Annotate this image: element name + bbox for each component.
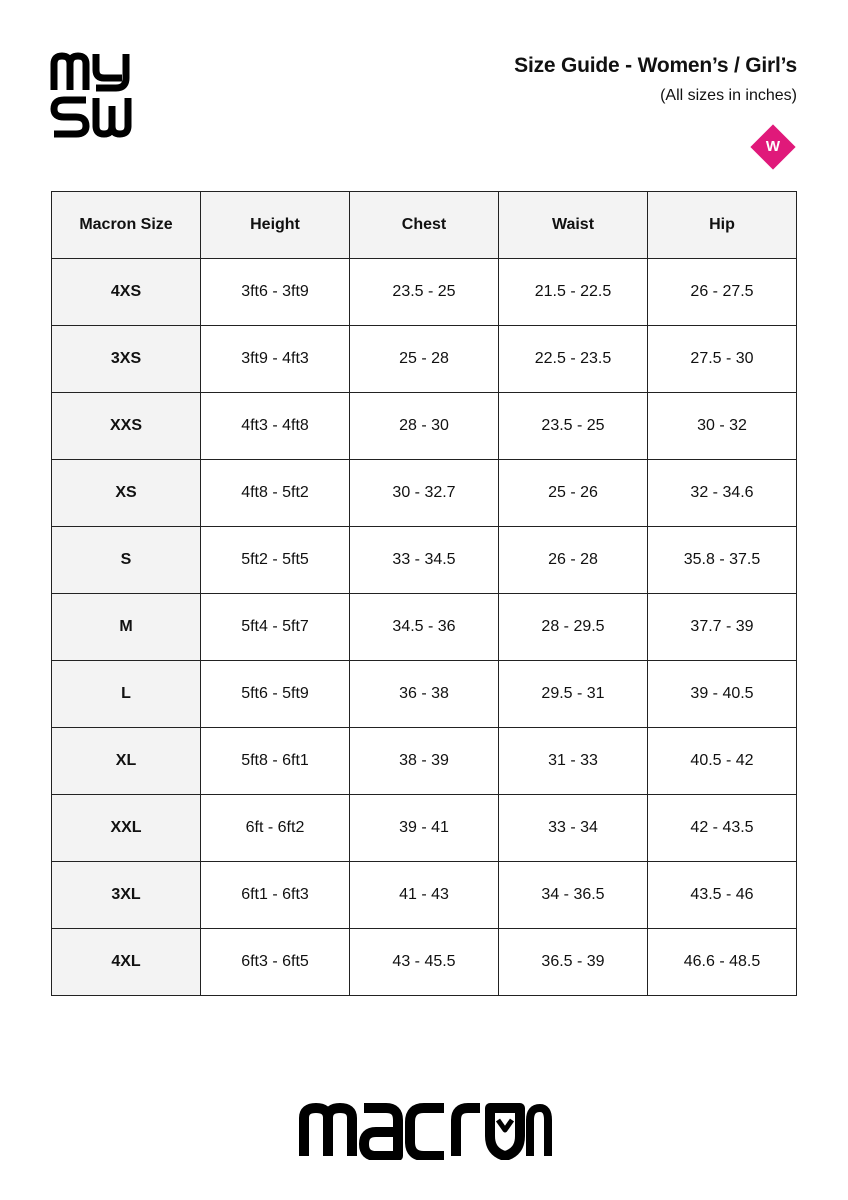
table-row — [52, 862, 797, 929]
height-cell: 6ft1 - 6ft3 — [201, 862, 350, 929]
hip-cell: 27.5 - 30 — [648, 326, 797, 393]
table-row — [52, 326, 797, 393]
table-row — [52, 661, 797, 728]
page-subtitle: (All sizes in inches) — [660, 87, 797, 104]
table-row — [52, 259, 797, 326]
chest-cell: 23.5 - 25 — [350, 259, 499, 326]
height-cell: 4ft8 - 5ft2 — [201, 460, 350, 527]
chest-cell: 28 - 30 — [350, 393, 499, 460]
chest-cell: 38 - 39 — [350, 728, 499, 795]
height-cell: 5ft6 - 5ft9 — [201, 661, 350, 728]
chest-cell: 41 - 43 — [350, 862, 499, 929]
height-cell: 3ft6 - 3ft9 — [201, 259, 350, 326]
hip-cell: 35.8 - 37.5 — [648, 527, 797, 594]
size-cell: L — [52, 661, 201, 728]
size-cell: 4XL — [52, 929, 201, 996]
chest-cell: 34.5 - 36 — [350, 594, 499, 661]
waist-cell: 23.5 - 25 — [499, 393, 648, 460]
waist-cell: 29.5 - 31 — [499, 661, 648, 728]
hip-cell: 46.6 - 48.5 — [648, 929, 797, 996]
chest-cell: 39 - 41 — [350, 795, 499, 862]
hip-cell: 43.5 - 46 — [648, 862, 797, 929]
size-cell: XXL — [52, 795, 201, 862]
waist-cell: 26 - 28 — [499, 527, 648, 594]
women-badge — [751, 125, 795, 169]
table-row — [52, 728, 797, 795]
hip-cell: 32 - 34.6 — [648, 460, 797, 527]
badge-letter: W — [765, 138, 781, 155]
size-cell: XXS — [52, 393, 201, 460]
height-cell: 6ft3 - 6ft5 — [201, 929, 350, 996]
height-cell: 3ft9 - 4ft3 — [201, 326, 350, 393]
height-cell: 5ft2 - 5ft5 — [201, 527, 350, 594]
waist-cell: 21.5 - 22.5 — [499, 259, 648, 326]
chest-cell: 43 - 45.5 — [350, 929, 499, 996]
table-row — [52, 527, 797, 594]
hip-cell: 40.5 - 42 — [648, 728, 797, 795]
column-header-chest: Chest — [350, 192, 499, 259]
table-row — [52, 460, 797, 527]
size-cell: 3XS — [52, 326, 201, 393]
waist-cell: 31 - 33 — [499, 728, 648, 795]
mysw-logo — [50, 50, 134, 140]
waist-cell: 33 - 34 — [499, 795, 648, 862]
table-row — [52, 795, 797, 862]
waist-cell: 36.5 - 39 — [499, 929, 648, 996]
size-cell: M — [52, 594, 201, 661]
waist-cell: 34 - 36.5 — [499, 862, 648, 929]
height-cell: 5ft8 - 6ft1 — [201, 728, 350, 795]
chest-cell: 30 - 32.7 — [350, 460, 499, 527]
size-cell: S — [52, 527, 201, 594]
chest-cell: 36 - 38 — [350, 661, 499, 728]
table-row — [52, 929, 797, 996]
hip-cell: 26 - 27.5 — [648, 259, 797, 326]
column-header-waist: Waist — [499, 192, 648, 259]
hip-cell: 37.7 - 39 — [648, 594, 797, 661]
size-cell: XL — [52, 728, 201, 795]
column-header-size: Macron Size — [52, 192, 201, 259]
hip-cell: 39 - 40.5 — [648, 661, 797, 728]
waist-cell: 22.5 - 23.5 — [499, 326, 648, 393]
table-header-row — [52, 192, 797, 259]
hip-cell: 42 - 43.5 — [648, 795, 797, 862]
size-cell: 4XS — [52, 259, 201, 326]
table-row — [52, 594, 797, 661]
size-cell: XS — [52, 460, 201, 527]
size-table — [51, 191, 797, 996]
height-cell: 4ft3 - 4ft8 — [201, 393, 350, 460]
table-row — [52, 393, 797, 460]
page-title: Size Guide - Women’s / Girl’s — [514, 54, 797, 77]
chest-cell: 33 - 34.5 — [350, 527, 499, 594]
hip-cell: 30 - 32 — [648, 393, 797, 460]
column-header-hip: Hip — [648, 192, 797, 259]
height-cell: 6ft - 6ft2 — [201, 795, 350, 862]
chest-cell: 25 - 28 — [350, 326, 499, 393]
waist-cell: 28 - 29.5 — [499, 594, 648, 661]
column-header-height: Height — [201, 192, 350, 259]
macron-logo — [298, 1096, 552, 1160]
waist-cell: 25 - 26 — [499, 460, 648, 527]
height-cell: 5ft4 - 5ft7 — [201, 594, 350, 661]
size-cell: 3XL — [52, 862, 201, 929]
